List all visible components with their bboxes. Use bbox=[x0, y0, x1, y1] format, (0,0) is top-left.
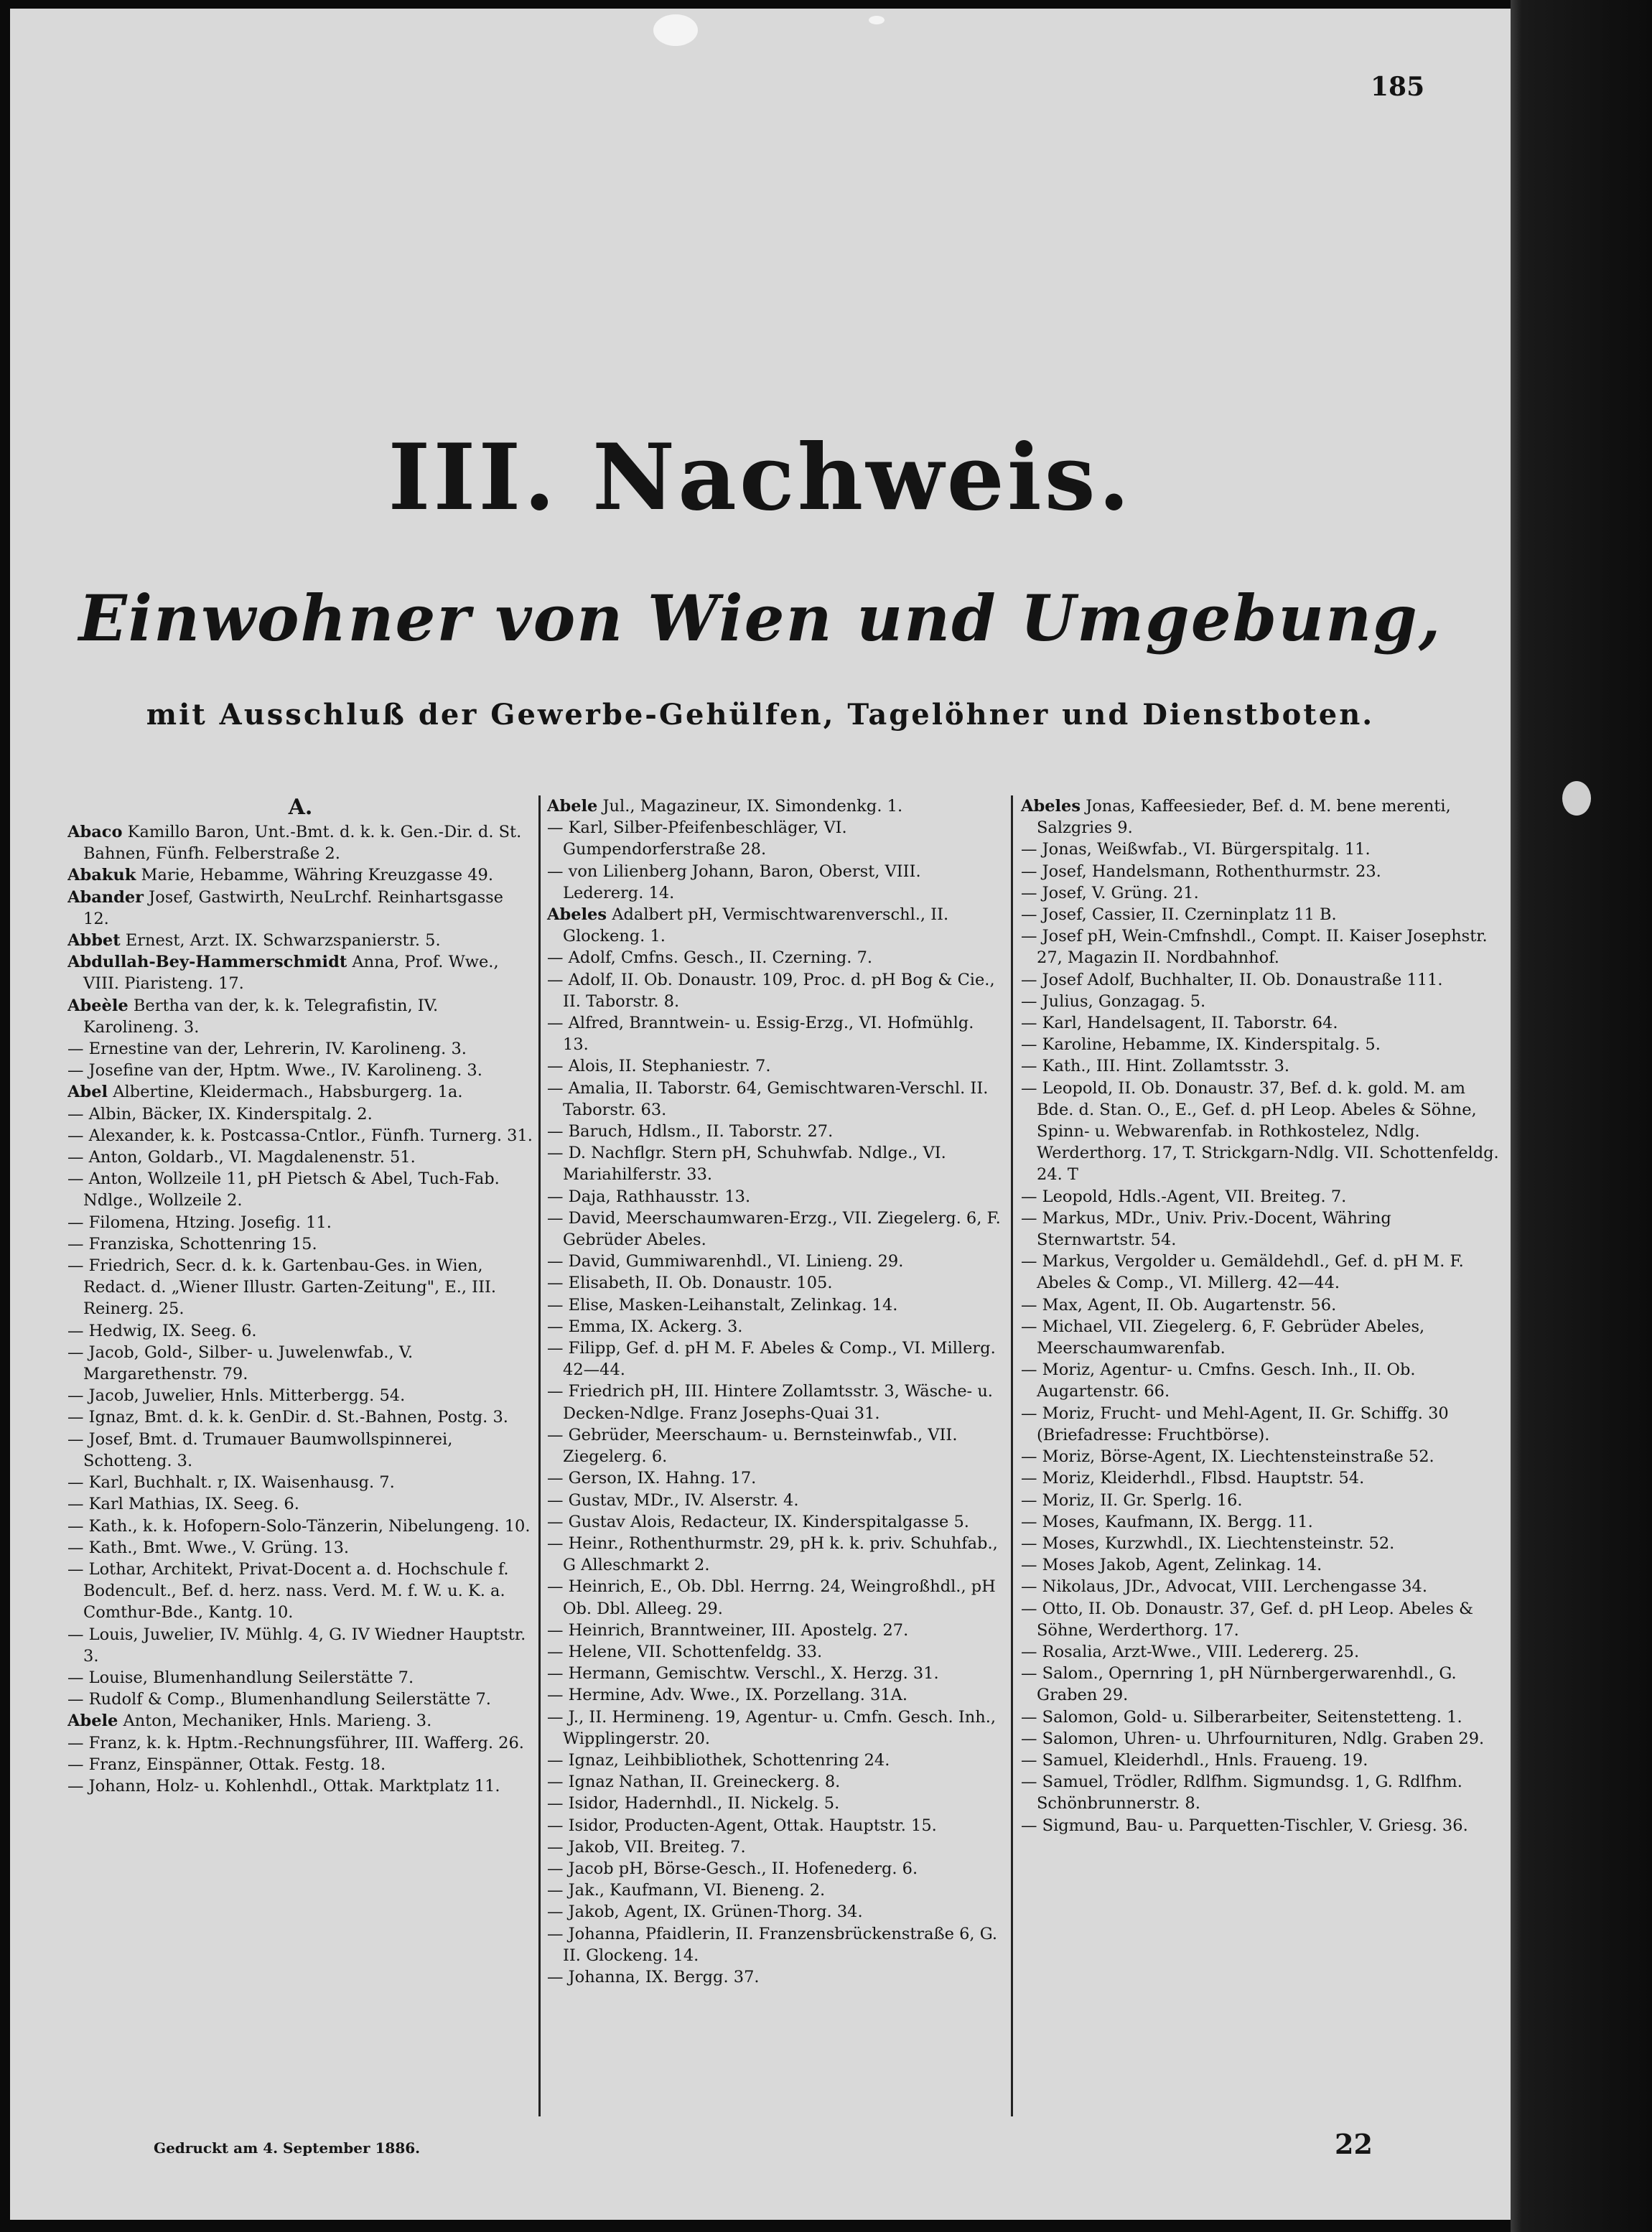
directory-entry bbox=[1021, 991, 1503, 1012]
entry-details: — Heinrich, Branntweiner, III. Apostelg. 27. bbox=[547, 1620, 909, 1640]
entry-surname: Abbet bbox=[67, 931, 121, 951]
entry-details: — Salomon, Gold- u. Silberarbeiter, Seitenstetteng. 1. bbox=[1021, 1707, 1462, 1727]
directory-entry bbox=[547, 1316, 1004, 1337]
directory-entry bbox=[547, 1901, 1004, 1923]
directory-entry bbox=[1021, 1294, 1503, 1316]
entry-details: — Anton, Goldarb., VI. Magdalenenstr. 51. bbox=[67, 1148, 416, 1167]
directory-entry bbox=[547, 1641, 1004, 1663]
directory-entry bbox=[67, 1168, 533, 1211]
directory-entry bbox=[67, 1233, 533, 1255]
entry-details: — Moriz, Frucht- und Mehl-Agent, II. Gr. Schiffg. 30 (Briefadresse: Fruchtbörse). bbox=[1021, 1404, 1449, 1444]
directory-entry bbox=[1021, 904, 1503, 925]
directory-entry bbox=[1021, 1251, 1503, 1294]
directory-entry bbox=[547, 1966, 1004, 1988]
entry-details: — Filipp, Gef. d. pH M. F. Abeles & Comp., VI. Millerg. 42—44. bbox=[547, 1339, 996, 1380]
entry-details: — Isidor, Hadernhdl., II. Nickelg. 5. bbox=[547, 1794, 840, 1813]
directory-entry bbox=[547, 1337, 1004, 1381]
directory-column-1 bbox=[67, 795, 538, 2116]
entry-details: — Josef pH, Wein-Cmfnshdl., Compt. II. Kaiser Josephstr. 27, Magazin II. Nordbahnhof. bbox=[1021, 927, 1488, 968]
entry-details: — Heinrich, E., Ob. Dbl. Herrng. 24, Weingroßhdl., pH Ob. Dbl. Alleeg. 29. bbox=[547, 1577, 996, 1618]
entry-details: — Moses Jakob, Agent, Zelinkag. 14. bbox=[1021, 1556, 1322, 1575]
directory-entry bbox=[67, 1559, 533, 1624]
directory-entry bbox=[1021, 1208, 1503, 1251]
entry-details: — Karl, Handelsagent, II. Taborstr. 64. bbox=[1021, 1014, 1338, 1033]
entry-surname: Abdullah-Bey-Hammerschmidt bbox=[67, 953, 347, 972]
entry-details: — Markus, Vergolder u. Gemäldehdl., Gef. d. pH M. F. Abeles & Comp., VI. Millerg. 42—44. bbox=[1021, 1252, 1464, 1293]
entry-details: — Samuel, Kleiderhdl., Hnls. Fraueng. 19. bbox=[1021, 1750, 1368, 1770]
entry-details: — Rudolf & Comp., Blumenhandlung Seilerstätte 7. bbox=[67, 1690, 491, 1709]
directory-entry bbox=[547, 1012, 1004, 1055]
directory-entry bbox=[67, 1732, 533, 1754]
entry-details: — Karl Mathias, IX. Seeg. 6. bbox=[67, 1495, 299, 1514]
directory-entry bbox=[67, 951, 533, 994]
directory-entry bbox=[67, 1212, 533, 1233]
entry-details: Adalbert pH, Vermischtwarenverschl., II. Glockeng. 1. bbox=[563, 905, 949, 946]
entry-details: — Kath., III. Hint. Zollamtsstr. 3. bbox=[1021, 1057, 1290, 1076]
entry-details: Marie, Hebamme, Währing Kreuzgasse 49. bbox=[136, 866, 493, 885]
directory-entry bbox=[547, 947, 1004, 968]
directory-entry bbox=[67, 1710, 533, 1732]
entry-details: — Samuel, Trödler, Rdlfhm. Sigmundsg. 1, G. Rdlfhm. Schönbrunnerstr. 8. bbox=[1021, 1773, 1462, 1813]
directory-entry bbox=[67, 1472, 533, 1493]
directory-entry bbox=[67, 1103, 533, 1125]
entry-details: — Josef, Handelsmann, Rothenthurmstr. 23. bbox=[1021, 861, 1381, 881]
entry-details: — Elisabeth, II. Ob. Donaustr. 105. bbox=[547, 1274, 833, 1293]
entry-details: — Leopold, Hdls.-Agent, VII. Breiteg. 7. bbox=[1021, 1187, 1347, 1206]
directory-entry bbox=[547, 1424, 1004, 1467]
directory-entry bbox=[547, 904, 1004, 947]
entry-details: — Alexander, k. k. Postcassa-Cntlor., Fünfh. Turnerg. 31. bbox=[67, 1126, 533, 1145]
entry-details: Bertha van der, k. k. Telegrafistin, IV. Karolineng. 3. bbox=[83, 996, 439, 1037]
directory-entry bbox=[547, 1923, 1004, 1966]
directory-entry bbox=[1021, 1533, 1503, 1554]
directory-entry bbox=[67, 1624, 533, 1667]
entry-details: — J., II. Hermineng. 19, Agentur- u. Cmfn. Gesch. Inh., Wipplingerstr. 20. bbox=[547, 1707, 997, 1748]
entry-details: — Ernestine van der, Lehrerin, IV. Karolineng. 3. bbox=[67, 1040, 467, 1059]
entry-details: — Johanna, IX. Bergg. 37. bbox=[547, 1967, 760, 1986]
entry-details: — Jakob, VII. Breiteg. 7. bbox=[547, 1837, 746, 1857]
directory-entry bbox=[67, 1320, 533, 1342]
directory-entry bbox=[67, 1385, 533, 1406]
directory-entry bbox=[1021, 1490, 1503, 1511]
column-rule bbox=[1011, 795, 1013, 2116]
directory-entry bbox=[67, 995, 533, 1038]
directory-entry bbox=[67, 1537, 533, 1559]
directory-entry bbox=[547, 1294, 1004, 1316]
entry-surname: Abel bbox=[67, 1083, 108, 1102]
directory-entry bbox=[1021, 925, 1503, 968]
entry-details: — Adolf, II. Ob. Donaustr. 109, Proc. d. pH Bog & Cie., II. Taborstr. 8. bbox=[547, 970, 995, 1011]
entry-details: — Hermine, Adv. Wwe., IX. Porzellang. 31A. bbox=[547, 1686, 908, 1705]
letter-heading: A. bbox=[288, 795, 313, 820]
entry-details: — Michael, VII. Ziegelerg. 6, F. Gebrüder Abeles, Meerschaumwarenfab. bbox=[1021, 1317, 1425, 1358]
directory-entry bbox=[1021, 1034, 1503, 1055]
entry-surname: Abakuk bbox=[67, 866, 136, 885]
entry-details: — Karoline, Hebamme, IX. Kinderspitalg. 5. bbox=[1021, 1035, 1381, 1055]
directory-entry bbox=[1021, 1511, 1503, 1533]
entry-details: — Rosalia, Arzt-Wwe., VIII. Ledererg. 25. bbox=[1021, 1642, 1360, 1661]
entry-details: — Alois, II. Stephaniestr. 7. bbox=[547, 1057, 771, 1076]
entry-details: — Karl, Buchhalt. r, IX. Waisenhausg. 7. bbox=[67, 1473, 395, 1493]
directory-entry bbox=[547, 1576, 1004, 1619]
directory-page bbox=[10, 9, 1511, 2220]
entry-details: Jul., Magazineur, IX. Simondenkg. 1. bbox=[597, 797, 903, 816]
directory-entry bbox=[67, 821, 533, 864]
directory-entry bbox=[547, 1771, 1004, 1793]
entry-details: — Gerson, IX. Hahng. 17. bbox=[547, 1469, 757, 1488]
directory-entry bbox=[1021, 969, 1503, 991]
directory-entry bbox=[547, 795, 1004, 817]
entry-details: — Ignaz, Leihbibliothek, Schottenring 24. bbox=[547, 1750, 890, 1770]
entry-details: — Markus, MDr., Univ. Priv.-Docent, Währing Sternwartstr. 54. bbox=[1021, 1208, 1391, 1250]
entry-details: — Kath., k. k. Hofopern-Solo-Tänzerin, Nibelungeng. 10. bbox=[67, 1516, 531, 1536]
entry-details: — Leopold, II. Ob. Donaustr. 37, Bef. d. k. gold. M. am Bde. d. Stan. O., E., Gef. d. pH Leop. Abeles & Söhne, Spinn- u. Webwarenfab. in Rothkostelez, Ndlg. Werderthorg. 17, T. Strickgarn-Ndlg. VII. Schottenfeldg. 24. T bbox=[1021, 1078, 1499, 1185]
entry-details: — Hermann, Gemischtw. Verschl., X. Herzg. 31. bbox=[547, 1664, 939, 1684]
directory-entry bbox=[67, 1255, 533, 1320]
directory-entry bbox=[547, 1381, 1004, 1424]
directory-entry bbox=[67, 1342, 533, 1385]
directory-entry bbox=[67, 1775, 533, 1797]
entry-details: — Moses, Kaufmann, IX. Bergg. 11. bbox=[1021, 1512, 1313, 1531]
directory-entry bbox=[1021, 1554, 1503, 1576]
entry-details: — Adolf, Cmfns. Gesch., II. Czerning. 7. bbox=[547, 948, 873, 968]
directory-entry bbox=[67, 887, 533, 930]
entry-details: — Jacob pH, Börse-Gesch., II. Hofenederg. 6. bbox=[547, 1859, 918, 1878]
page-subtitle: Einwohner von Wien und Umgebung, bbox=[78, 581, 1442, 655]
directory-entry bbox=[1021, 1078, 1503, 1186]
entry-details: — Alfred, Branntwein- u. Essig-Erzg., VI. Hofmühlg. 13. bbox=[547, 1014, 974, 1055]
directory-entry bbox=[1021, 1706, 1503, 1728]
entry-details: — Otto, II. Ob. Donaustr. 37, Gef. d. pH Leop. Abeles & Söhne, Werderthorg. 17. bbox=[1021, 1599, 1474, 1640]
directory-entry bbox=[547, 1836, 1004, 1858]
entry-details: Albertine, Kleidermach., Habsburgerg. 1a. bbox=[108, 1083, 463, 1102]
directory-entry bbox=[1021, 1815, 1503, 1836]
entry-surname: Abeèle bbox=[67, 996, 129, 1015]
signature-number: 22 bbox=[1335, 2128, 1373, 2160]
directory-entry bbox=[547, 1078, 1004, 1121]
entry-details: — Nikolaus, JDr., Advocat, VIII. Lerchengasse 34. bbox=[1021, 1577, 1428, 1597]
directory-entry bbox=[1021, 1598, 1503, 1641]
entry-details: — Emma, IX. Ackerg. 3. bbox=[547, 1317, 743, 1336]
entry-details: — Filomena, Htzing. Josefig. 11. bbox=[67, 1213, 332, 1232]
entry-details: — Josef, Cassier, II. Czerninplatz 11 B. bbox=[1021, 905, 1337, 925]
entry-details: — Josef, Bmt. d. Trumauer Baumwollspinnerei, Schotteng. 3. bbox=[67, 1429, 453, 1470]
directory-entry bbox=[547, 817, 1004, 860]
entry-details: — Josefine van der, Hptm. Wwe., IV. Karolineng. 3. bbox=[67, 1061, 482, 1080]
entry-details: — Heinr., Rothenthurmstr. 29, pH k. k. priv. Schuhfab., G Alleschmarkt 2. bbox=[547, 1533, 998, 1575]
directory-entry bbox=[547, 1251, 1004, 1272]
directory-entry bbox=[1021, 1012, 1503, 1034]
entry-details: — Karl, Silber-Pfeifenbeschläger, VI. Gumpendorferstraße 28. bbox=[547, 818, 847, 859]
directory-entry bbox=[67, 1754, 533, 1775]
entry-surname: Abaco bbox=[67, 823, 123, 841]
directory-entry bbox=[67, 864, 533, 886]
directory-entry bbox=[1021, 1446, 1503, 1467]
page-number: 185 bbox=[1371, 72, 1425, 102]
entry-details: — Jacob, Gold-, Silber- u. Juwelenwfab., V. Margarethenstr. 79. bbox=[67, 1343, 414, 1384]
entry-details: — Baruch, Hdlsm., II. Taborstr. 27. bbox=[547, 1122, 834, 1141]
directory-entry bbox=[547, 1684, 1004, 1706]
directory-entry bbox=[67, 930, 533, 951]
directory-entry bbox=[547, 1272, 1004, 1294]
directory-entry bbox=[1021, 1359, 1503, 1402]
entry-details: — Josef, V. Grüng. 21. bbox=[1021, 883, 1199, 902]
entry-details: — Salom., Opernring 1, pH Nürnbergerwarenhdl., G. Graben 29. bbox=[1021, 1664, 1457, 1705]
entry-details: — Jak., Kaufmann, VI. Bieneng. 2. bbox=[547, 1881, 826, 1900]
entry-details: — Elise, Masken-Leihanstalt, Zelinkag. 14. bbox=[547, 1295, 898, 1315]
entry-surname: Abander bbox=[67, 887, 144, 907]
entry-surname: Abele bbox=[547, 797, 598, 816]
entry-details: — Moriz, Agentur- u. Cmfns. Gesch. Inh., II. Ob. Augartenstr. 66. bbox=[1021, 1360, 1416, 1401]
directory-entry bbox=[67, 1493, 533, 1515]
directory-entry bbox=[67, 1060, 533, 1081]
entry-details: Josef, Gastwirth, NeuLrchf. Reinhartsgasse 12. bbox=[83, 887, 503, 928]
entry-details: — Lothar, Architekt, Privat-Docent a. d. Hochschule f. Bodencult., Bef. d. herz. nass. Verd. M. f. W. u. K. a. Comthur-Bde., Kantg. 10. bbox=[67, 1559, 509, 1622]
entry-details: — Anton, Wollzeile 11, pH Pietsch & Abel, Tuch-Fab. Ndlge., Wollzeile 2. bbox=[67, 1169, 500, 1210]
entry-details: — von Lilienberg Johann, Baron, Oberst, VIII. Ledererg. 14. bbox=[547, 861, 921, 902]
directory-entry bbox=[547, 1706, 1004, 1750]
directory-entry bbox=[547, 1490, 1004, 1511]
entry-details: Ernest, Arzt. IX. Schwarzspanierstr. 5. bbox=[120, 931, 441, 951]
entry-details: — Moses, Kurzwhdl., IX. Liechtensteinstr. 52. bbox=[1021, 1533, 1395, 1553]
entry-details: — Josef Adolf, Buchhalter, II. Ob. Donaustraße 111. bbox=[1021, 970, 1443, 989]
directory-entry bbox=[1021, 882, 1503, 904]
directory-entry bbox=[547, 861, 1004, 904]
entry-surname: Abeles bbox=[1021, 797, 1081, 816]
directory-entry bbox=[1021, 1641, 1503, 1663]
entry-details: — Moriz, Kleiderhdl., Flbsd. Hauptstr. 54. bbox=[1021, 1469, 1365, 1488]
entry-surname: Abele bbox=[67, 1712, 118, 1731]
entry-details: — Friedrich, Secr. d. k. k. Gartenbau-Ges. in Wien, Redact. d. „Wiener Illustr. Garten-Zeitung", E., III. Reinerg. 25. bbox=[67, 1256, 497, 1319]
entry-details: — Franz, Einspänner, Ottak. Festg. 18. bbox=[67, 1755, 386, 1774]
directory-entry bbox=[67, 1689, 533, 1710]
directory-entry bbox=[547, 969, 1004, 1012]
entry-details: — Gebrüder, Meerschaum- u. Bernsteinwfab., VII. Ziegelerg. 6. bbox=[547, 1425, 958, 1467]
directory-entry bbox=[547, 1620, 1004, 1641]
entry-surname: Abeles bbox=[547, 905, 607, 925]
page-title: III. Nachweis. bbox=[388, 424, 1133, 531]
entry-details: — Kath., Bmt. Wwe., V. Grüng. 13. bbox=[67, 1538, 350, 1557]
entry-details: — Jonas, Weißwfab., VI. Bürgerspitalg. 11. bbox=[1021, 840, 1371, 859]
directory-entry bbox=[1021, 1663, 1503, 1706]
entry-details: — Johanna, Pfaidlerin, II. Franzensbrückenstraße 6, G. II. Glockeng. 14. bbox=[547, 1924, 998, 1965]
directory-entry bbox=[67, 1147, 533, 1168]
directory-entry bbox=[1021, 839, 1503, 860]
directory-column-3 bbox=[1015, 795, 1503, 2116]
entry-details: — Louis, Juwelier, IV. Mühlg. 4, G. IV Wiedner Hauptstr. 3. bbox=[67, 1625, 526, 1666]
entry-details: — Friedrich pH, III. Hintere Zollamtsstr. 3, Wäsche- u. Decken-Ndlge. Franz Josephs-Quai 31. bbox=[547, 1382, 993, 1423]
page-subline: mit Ausschluß der Gewerbe-Gehülfen, Tagelöhner und Dienstboten. bbox=[146, 698, 1375, 732]
entry-details: — Isidor, Producten-Agent, Ottak. Hauptstr. 15. bbox=[547, 1816, 937, 1835]
entry-details: — David, Gummiwarenhdl., VI. Linieng. 29. bbox=[547, 1252, 904, 1271]
entry-details: — Gustav, MDr., IV. Alserstr. 4. bbox=[547, 1490, 799, 1510]
directory-entry bbox=[547, 1055, 1004, 1077]
entry-details: — David, Meerschaumwaren-Erzg., VII. Ziegelerg. 6, F. Gebrüder Abeles. bbox=[547, 1208, 1001, 1250]
directory-entry bbox=[67, 1081, 533, 1103]
directory-entry bbox=[1021, 1750, 1503, 1771]
directory-entry bbox=[1021, 1186, 1503, 1208]
directory-entry bbox=[547, 1663, 1004, 1684]
directory-entry bbox=[67, 1429, 533, 1472]
directory-entry bbox=[1021, 1771, 1503, 1814]
entry-details: — Ignaz, Bmt. d. k. k. GenDir. d. St.-Bahnen, Postg. 3. bbox=[67, 1408, 508, 1427]
directory-entry bbox=[547, 1208, 1004, 1251]
directory-entry bbox=[67, 1667, 533, 1689]
directory-entry bbox=[67, 1125, 533, 1147]
entry-details: — Amalia, II. Taborstr. 64, Gemischtwaren-Verschl. II. Taborstr. 63. bbox=[547, 1078, 989, 1119]
entry-details: — Franz, k. k. Hptm.-Rechnungsführer, III. Wafferg. 26. bbox=[67, 1733, 524, 1752]
directory-entry bbox=[547, 1186, 1004, 1208]
print-date-footer: Gedruckt am 4. September 1886. bbox=[154, 2139, 421, 2157]
directory-entry bbox=[67, 1516, 533, 1537]
entry-details: Kamillo Baron, Unt.-Bmt. d. k. k. Gen.-Dir. d. St. Bahnen, Fünfh. Felberstraße 2. bbox=[83, 823, 522, 864]
directory-entry bbox=[547, 1533, 1004, 1576]
directory-entry bbox=[547, 1880, 1004, 1901]
entry-details: — Moriz, II. Gr. Sperlg. 16. bbox=[1021, 1490, 1243, 1510]
entry-details: — Jakob, Agent, IX. Grünen-Thorg. 34. bbox=[547, 1902, 863, 1922]
entry-details: — Julius, Gonzagag. 5. bbox=[1021, 991, 1206, 1011]
directory-entry bbox=[547, 1511, 1004, 1533]
directory-entry bbox=[547, 1121, 1004, 1142]
entry-details: — Albin, Bäcker, IX. Kinderspitalg. 2. bbox=[67, 1104, 373, 1124]
directory-entry bbox=[547, 1793, 1004, 1814]
entry-details: — Gustav Alois, Redacteur, IX. Kinderspitalgasse 5. bbox=[547, 1512, 969, 1531]
entry-details: — Salomon, Uhren- u. Uhrfournituren, Ndlg. Graben 29. bbox=[1021, 1729, 1485, 1748]
entry-details: — Jacob, Juwelier, Hnls. Mitterbergg. 54. bbox=[67, 1386, 406, 1406]
directory-entry bbox=[1021, 795, 1503, 839]
directory-entry bbox=[1021, 1467, 1503, 1489]
paper-damage-spot bbox=[653, 14, 698, 46]
entry-details: — Louise, Blumenhandlung Seilerstätte 7. bbox=[67, 1668, 414, 1687]
directory-entry bbox=[1021, 1576, 1503, 1597]
directory-entry bbox=[547, 1467, 1004, 1489]
entry-details: — Moriz, Börse-Agent, IX. Liechtensteinstraße 52. bbox=[1021, 1447, 1434, 1467]
entry-details: — Max, Agent, II. Ob. Augartenstr. 56. bbox=[1021, 1295, 1337, 1315]
directory-entry bbox=[547, 1815, 1004, 1836]
column-rule bbox=[538, 795, 541, 2116]
directory-entry bbox=[1021, 861, 1503, 882]
directory-entry bbox=[547, 1858, 1004, 1880]
paper-damage-spot bbox=[1562, 781, 1591, 816]
directory-column-2 bbox=[541, 795, 1008, 2116]
entry-details: — Helene, VII. Schottenfeldg. 33. bbox=[547, 1642, 823, 1661]
entry-details: — Hedwig, IX. Seeg. 6. bbox=[67, 1321, 257, 1340]
entry-details: — Franziska, Schottenring 15. bbox=[67, 1234, 317, 1253]
entry-details: — Ignaz Nathan, II. Greineckerg. 8. bbox=[547, 1773, 841, 1792]
directory-entry bbox=[1021, 1316, 1503, 1359]
directory-entry bbox=[547, 1142, 1004, 1185]
directory-entry bbox=[547, 1750, 1004, 1771]
directory-entry bbox=[1021, 1728, 1503, 1750]
entry-details: — Sigmund, Bau- u. Parquetten-Tischler, V. Griesg. 36. bbox=[1021, 1816, 1468, 1835]
directory-entry bbox=[1021, 1403, 1503, 1446]
entry-details: Anton, Mechaniker, Hnls. Marieng. 3. bbox=[118, 1712, 432, 1731]
directory-entry bbox=[1021, 1055, 1503, 1077]
entry-details: — Johann, Holz- u. Kohlenhdl., Ottak. Marktplatz 11. bbox=[67, 1776, 500, 1796]
entry-details: Anna, Prof. Wwe., VIII. Piaristeng. 17. bbox=[83, 953, 499, 994]
entry-details: — D. Nachflgr. Stern pH, Schuhwfab. Ndlge., VI. Mariahilferstr. 33. bbox=[547, 1144, 946, 1185]
directory-entry bbox=[67, 1038, 533, 1060]
entry-details: — Daja, Rathhausstr. 13. bbox=[547, 1187, 751, 1206]
scan-border bbox=[1511, 0, 1652, 2232]
paper-damage-spot bbox=[869, 16, 885, 24]
directory-entry bbox=[67, 1406, 533, 1428]
entry-details: Jonas, Kaffeesieder, Bef. d. M. bene merenti, Salzgries 9. bbox=[1037, 797, 1451, 838]
